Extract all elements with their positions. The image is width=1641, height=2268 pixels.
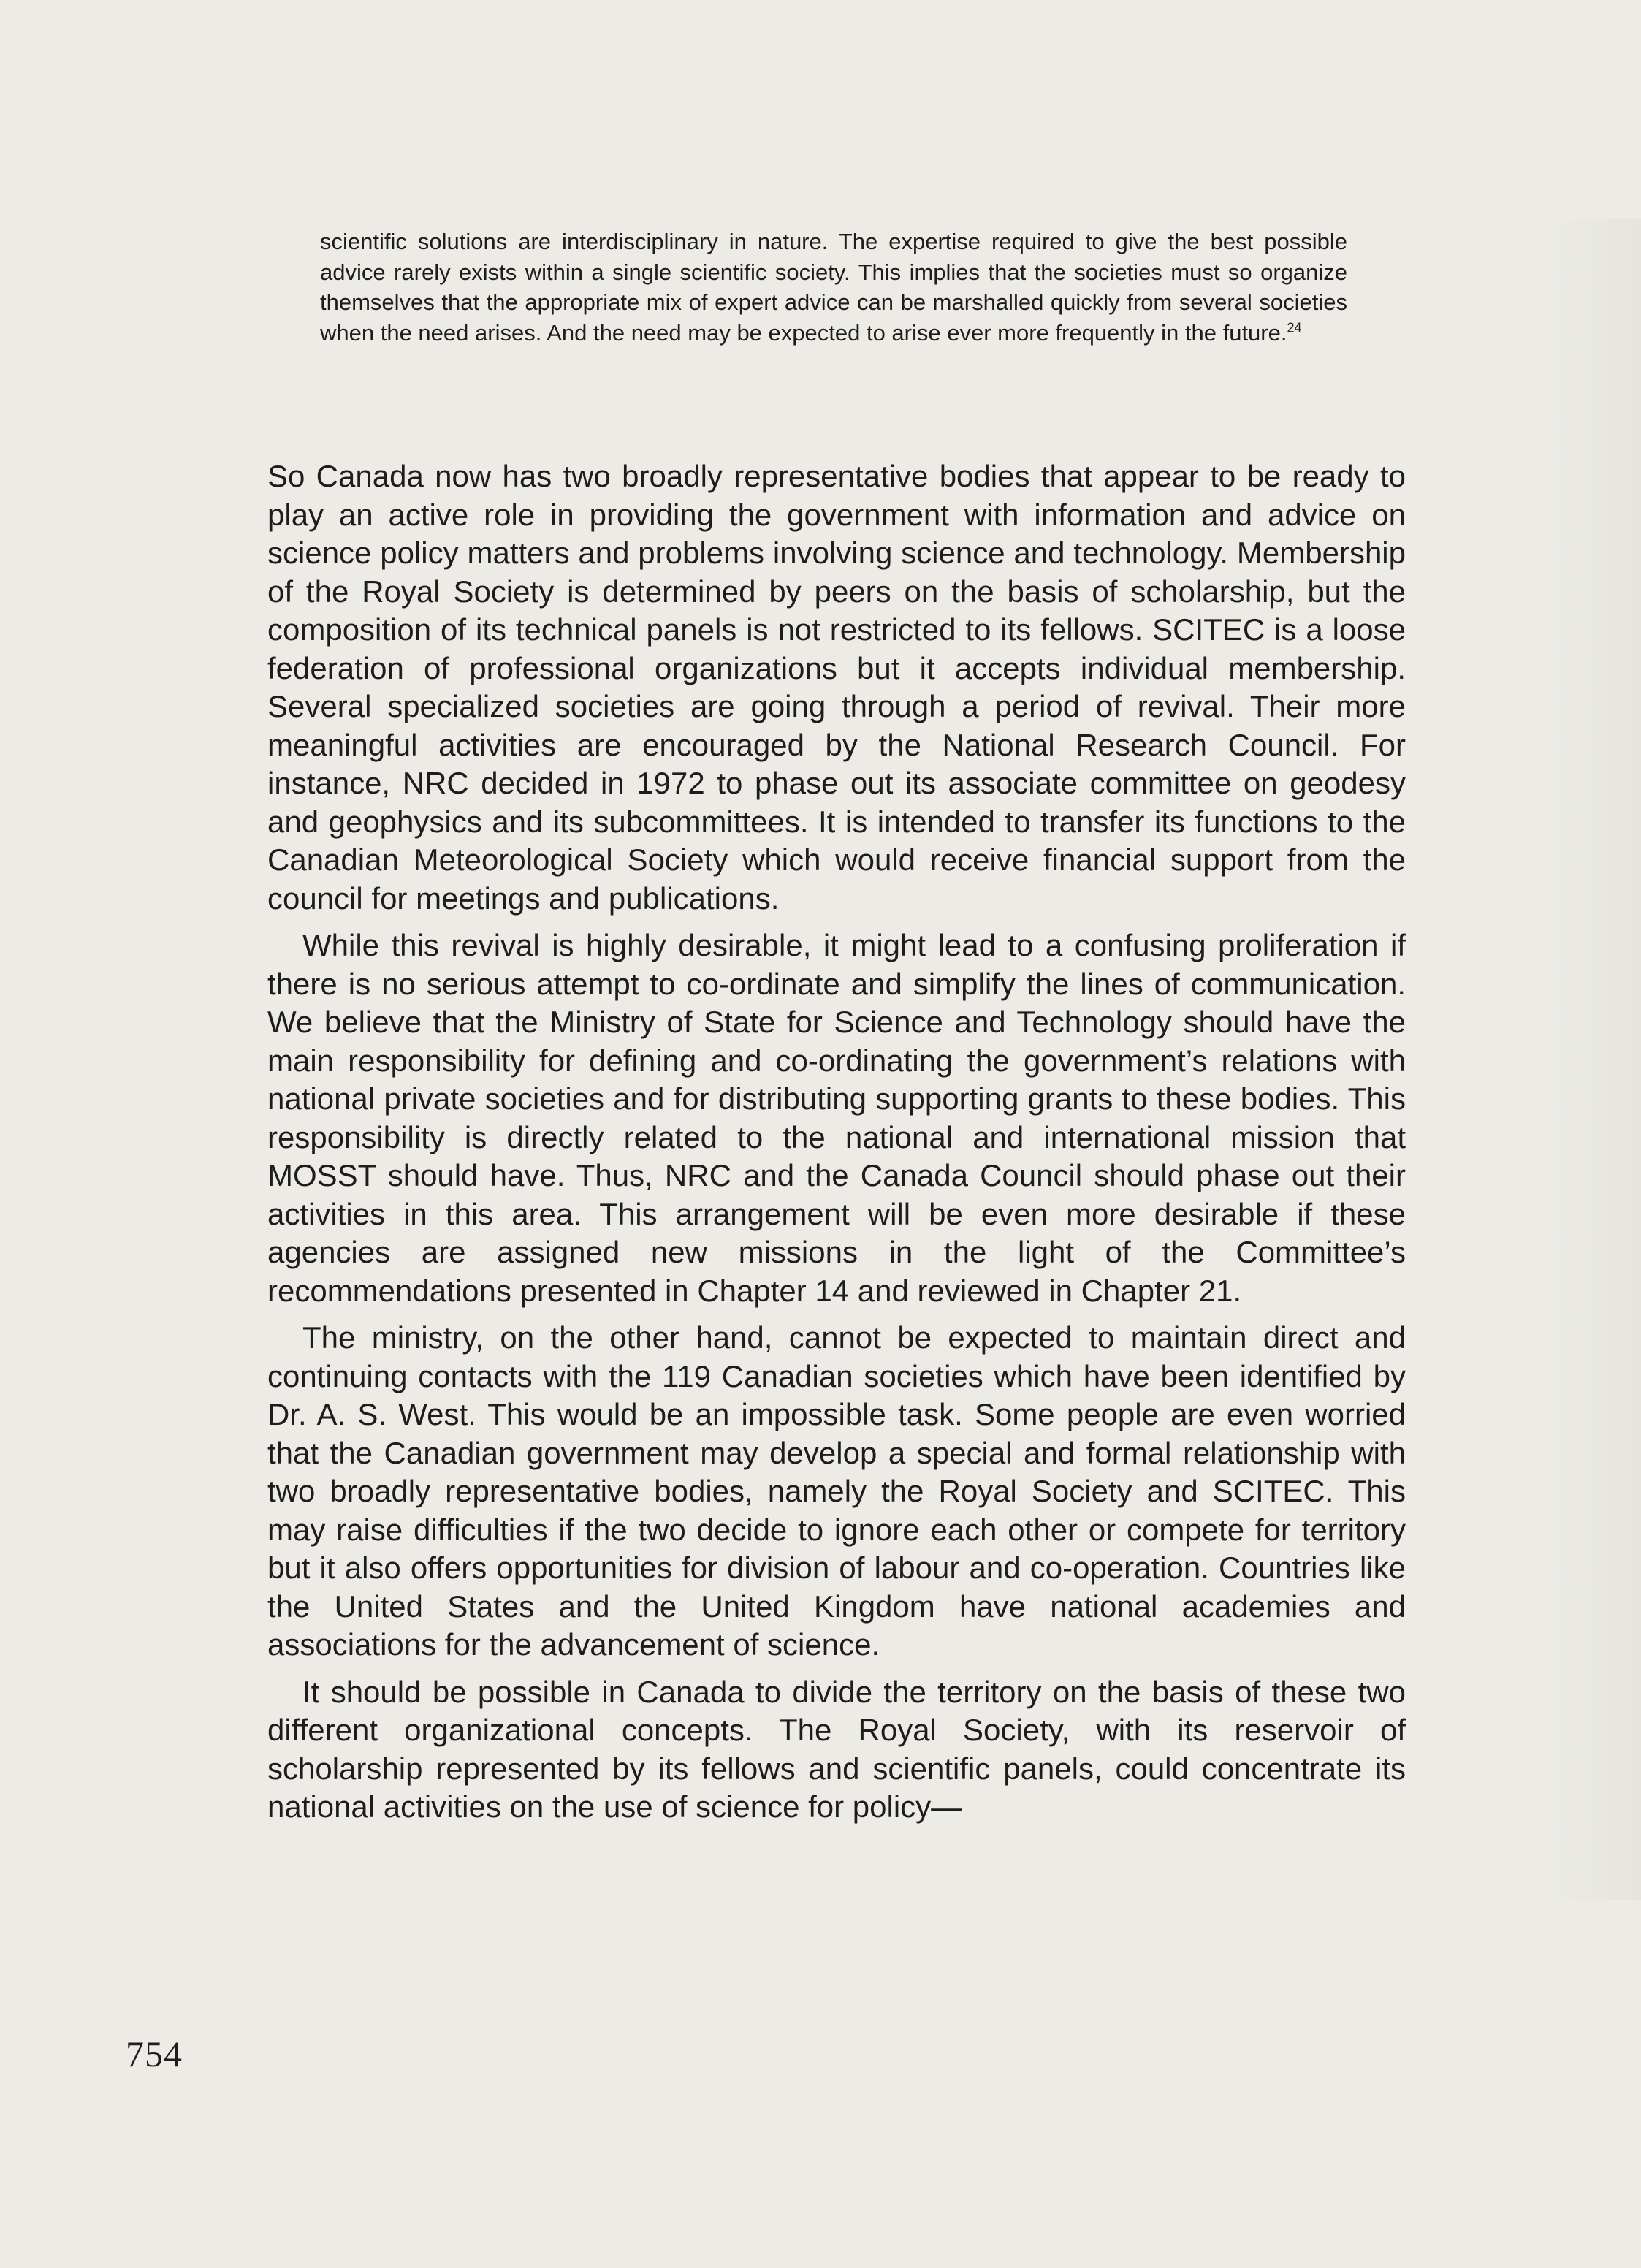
- footnote-reference: 24: [1287, 320, 1302, 335]
- paragraph-1: So Canada now has two broadly representative bodies that appear to be ready to play an active role in providing the government with information and advice on science policy matters and problems involving science and technology. Membership of the Royal Society is determined by peers on the basis of scholarship, but the composition of its technical panels is not restricted to its fellows. SCITEC is a loose federation of professional organizations but it accepts individual membership. Several specialized societies are going through a period of revival. Their more meaningful activities are encouraged by the National Research Council. For instance, NRC decided in 1972 to phase out its associate committee on geodesy and geophysics and its subcommittees. It is intended to transfer its functions to the Canadian Meteorological Society which would receive financial support from the council for meetings and publications.: [267, 459, 1406, 916]
- paragraph-4: It should be possible in Canada to divide the territory on the basis of these two different organizational concepts. The Royal Society, with its reservoir of scholarship represented by its fellows and scientific panels, could concentrate its national activities on the use of science for policy—: [267, 1674, 1406, 1824]
- block-quote-text: scientific solutions are interdisciplinary in nature. The expertise required to give the best possible advice rarely exists within a single scientific society. This implies that the societies must so organize themselves that the appropriate mix of expert advice can be marshalled quickly from several societies when the need arises. And the need may be expected to arise ever more frequently in the future.: [320, 229, 1347, 346]
- body-text: [267, 457, 1406, 1835]
- show-through-shadow: [1546, 219, 1641, 1900]
- page-number: 754: [126, 2033, 183, 2074]
- block-quote: [320, 227, 1347, 348]
- paragraph-2: While this revival is highly desirable, it might lead to a confusing proliferation if there is no serious attempt to co-ordinate and simplify the lines of communication. We believe that the Ministry of State for Science and Technology should have the main responsibility for defining and co-ordinating the government’s relations with national private societies and for distributing supporting grants to these bodies. This responsibility is directly related to the national and international mission that MOSST should have. Thus, NRC and the Canada Council should phase out their activities in this area. This arrangement will be even more desirable if these agencies are assigned new missions in the light of the Committee’s recommendations presented in Chapter 14 and reviewed in Chapter 21.: [267, 928, 1406, 1308]
- paragraph-3: The ministry, on the other hand, cannot be expected to maintain direct and continuing contacts with the 119 Canadian societies which have been identified by Dr. A. S. West. This would be an impossible task. Some people are even worried that the Canadian government may develop a special and formal relationship with two broadly representative bodies, namely the Royal Society and SCITEC. This may raise difficulties if the two decide to ignore each other or compete for territory but it also offers opportunities for division of labour and co-operation. Countries like the United States and the United Kingdom have national academies and associations for the advancement of science.: [267, 1320, 1406, 1662]
